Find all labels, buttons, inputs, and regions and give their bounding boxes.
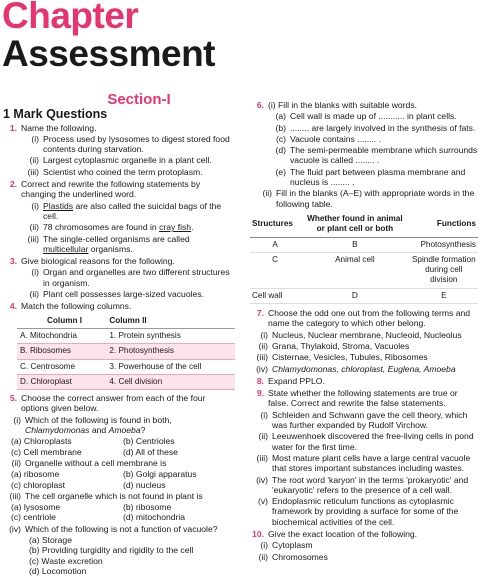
- question-8: [250, 376, 478, 386]
- question-9-parts: [250, 410, 478, 527]
- question-5-parts: [3, 415, 235, 576]
- question-6-parts: [250, 111, 478, 187]
- question-6: 6. (i) Fill in the blanks with suitable words.: [250, 100, 478, 110]
- sub-item: (ii) Plant cell possesses large-sized vacuoles.: [29, 289, 204, 300]
- match-table-wrap: [3, 314, 235, 390]
- question-3-parts: [3, 267, 235, 299]
- chapter-heading: Chapter: [2, 0, 139, 36]
- table-row: A. Mitochondria 1. Protein synthesis: [17, 328, 235, 343]
- question-text: Name the following.: [21, 122, 97, 133]
- sub-item: (ii) Grana, Thylakoid, Stroma, Vacuoles: [258, 340, 410, 351]
- question-7-parts: [250, 330, 478, 374]
- sub-item: (iii) Scientist who coined the term protoplasm.: [27, 166, 203, 177]
- question-7: [250, 308, 478, 329]
- question-number: 4.: [9, 301, 17, 312]
- option-row: (a) lysosome (b) ribosome: [11, 502, 172, 513]
- question-1: [3, 123, 235, 133]
- match-table: [17, 314, 235, 390]
- question-text: Correct and rewrite the following statements by changing the underlined word.: [21, 179, 201, 200]
- table-row: C Animal cell Spindle formation during cell division: [250, 252, 478, 288]
- sub-item: (i) Schleiden and Schwann gave the cell theory, which was further expanded by Rudolf Virchow.: [260, 409, 468, 431]
- question-number: 6.: [256, 100, 264, 110]
- option-row: (c) chloroplast (d) nucleus: [11, 479, 166, 490]
- sub-item: (d) The semi-permeable membrane which surrounds vacuole is called ........ .: [275, 145, 478, 166]
- option-row: (c) Cell membrane (d) All of these: [11, 446, 178, 457]
- sub-item: (i) Cytoplasm: [260, 540, 313, 551]
- question-text: Choose the correct answer from each of the four options given below.: [21, 393, 206, 414]
- sub-item: (iii) Most mature plant cells have a large central vacuole that stores important substances including wastes.: [256, 452, 471, 474]
- question-number: 5.: [9, 393, 17, 404]
- column-header: Column I: [17, 314, 106, 329]
- sub-item: (ii) Largest cytoplasmic organelle in a plant cell.: [29, 155, 212, 166]
- option-row: (a) Chloroplasts (b) Centrioles: [11, 436, 175, 447]
- sub-item: (ii) Chromosomes: [258, 551, 328, 562]
- column-header: Structures: [250, 212, 300, 237]
- sub-item: (i) Plastids are also called the suicidal bags of the cell.: [31, 200, 222, 221]
- sub-item: (ii) 78 chromosomes are found in cray fish.: [29, 222, 194, 233]
- question-number: 3.: [9, 256, 17, 267]
- sub-item: (ii) Organelle without a cell membrane is: [11, 457, 167, 468]
- table-row: C. Centrosome 3. Powerhouse of the cell: [17, 359, 235, 374]
- sub-item: (v) Endoplasmic reticulum functions as cytoplasmic framework by providing a surface for some of the biochemical activities of the cell.: [257, 496, 459, 527]
- question-text: Expand PPLO.: [268, 375, 325, 386]
- question-9: [250, 388, 478, 409]
- option-row: (a) ribosome (b) Golgi apparatus: [11, 469, 197, 480]
- question-2: [3, 179, 235, 200]
- question-number: 7.: [256, 308, 264, 319]
- question-number: 9.: [256, 388, 264, 399]
- sub-item: (b) ........ are largely involved in the synthesis of fats.: [275, 122, 476, 133]
- question-text: State whether the following statements are true or false. Correct and rewrite the false statements.: [268, 388, 458, 409]
- column-header: Whether found in animal or plant cell or both: [300, 212, 409, 237]
- question-text: Match the following columns.: [21, 301, 132, 312]
- sub-item: (iii) The single-celled organisms are called multicellular organisms.: [27, 233, 190, 254]
- sub-item: (iii) The cell organelle which is not found in plant is: [9, 490, 203, 501]
- question-5: [3, 393, 235, 414]
- structures-table: [250, 212, 478, 304]
- question-number: 2.: [9, 179, 17, 190]
- sub-item: (i) Organ and organelles are two different structures in organism.: [31, 267, 230, 288]
- right-column: [250, 98, 478, 563]
- question-number: 8.: [256, 375, 264, 386]
- sub-item: (ii) Fill in the blanks (A–E) with appropriate words in the following table.: [262, 188, 475, 209]
- sub-item: (i) Process used by lysosomes to digest stored food contents during starvation.: [31, 133, 230, 155]
- question-text: Give biological reasons for the following.: [21, 256, 175, 267]
- sub-item: (iii) Cisternae, Vesicles, Tubules, Ribosomes: [256, 352, 428, 363]
- sub-item: (iv) The root word 'karyon' in the terms 'prokaryotic' and 'eukaryotic' refers to the presence of a cell wall.: [256, 474, 469, 495]
- sub-item: (i) Nucleus, Nuclear membrane, Nucleoid, Nucleolus: [260, 329, 462, 340]
- sub-item: (a) Cell wall is made up of ........... in plant cells.: [275, 111, 457, 122]
- table-row: A B Photosynthesis: [250, 237, 478, 252]
- column-header: Column II: [106, 314, 235, 329]
- question-number: 10.: [252, 528, 264, 539]
- question-10: [250, 529, 478, 539]
- table-row: Cell wall D E: [250, 288, 478, 303]
- question-text: Choose the odd one out from the following terms and name the category to which other belong.: [268, 308, 471, 329]
- table-row: B. Ribosomes 2. Photosynthesis: [17, 344, 235, 359]
- sub-item: (iv) Chlamydomonas, chloroplast, Euglena, Amoeba: [256, 363, 456, 374]
- question-3: [3, 256, 235, 266]
- table-row: D. Chloroplast 4. Cell division: [17, 374, 235, 389]
- left-column: [3, 90, 235, 576]
- sub-item: (iv) Which of the following is not a function of vacuole?: [9, 523, 218, 534]
- sub-item: (e) The fluid part between plasma membrane and nucleus is ........ .: [275, 166, 466, 188]
- assessment-heading: Assessment: [2, 33, 216, 74]
- option-row: (c) centriole (d) mitochondria: [11, 512, 186, 523]
- mark-heading: 1 Mark Questions: [3, 107, 108, 122]
- sub-item: (i) Which of the following is found in both, Chlamydomonas and Amoeba?: [13, 414, 172, 436]
- column-header: Functions: [410, 212, 478, 237]
- section-title: Section-I: [107, 91, 171, 108]
- question-text: Give the exact location of the following.: [268, 528, 418, 539]
- question-1-parts: [3, 134, 235, 177]
- option-list: (a) Storage (b) Providing turgidity and rigidity to the cell (c) Waste excretion (d) Locomotion: [29, 534, 194, 576]
- question-4: [3, 301, 235, 311]
- sub-item: (c) Vacuole contains ........ .: [275, 133, 382, 144]
- question-10-parts: [250, 540, 478, 562]
- question-2-parts: [3, 201, 235, 254]
- question-number: 1.: [9, 122, 17, 133]
- sub-item: (ii) Leeuwenhoek discovered the free-living cells in pond water for the first time.: [258, 431, 474, 452]
